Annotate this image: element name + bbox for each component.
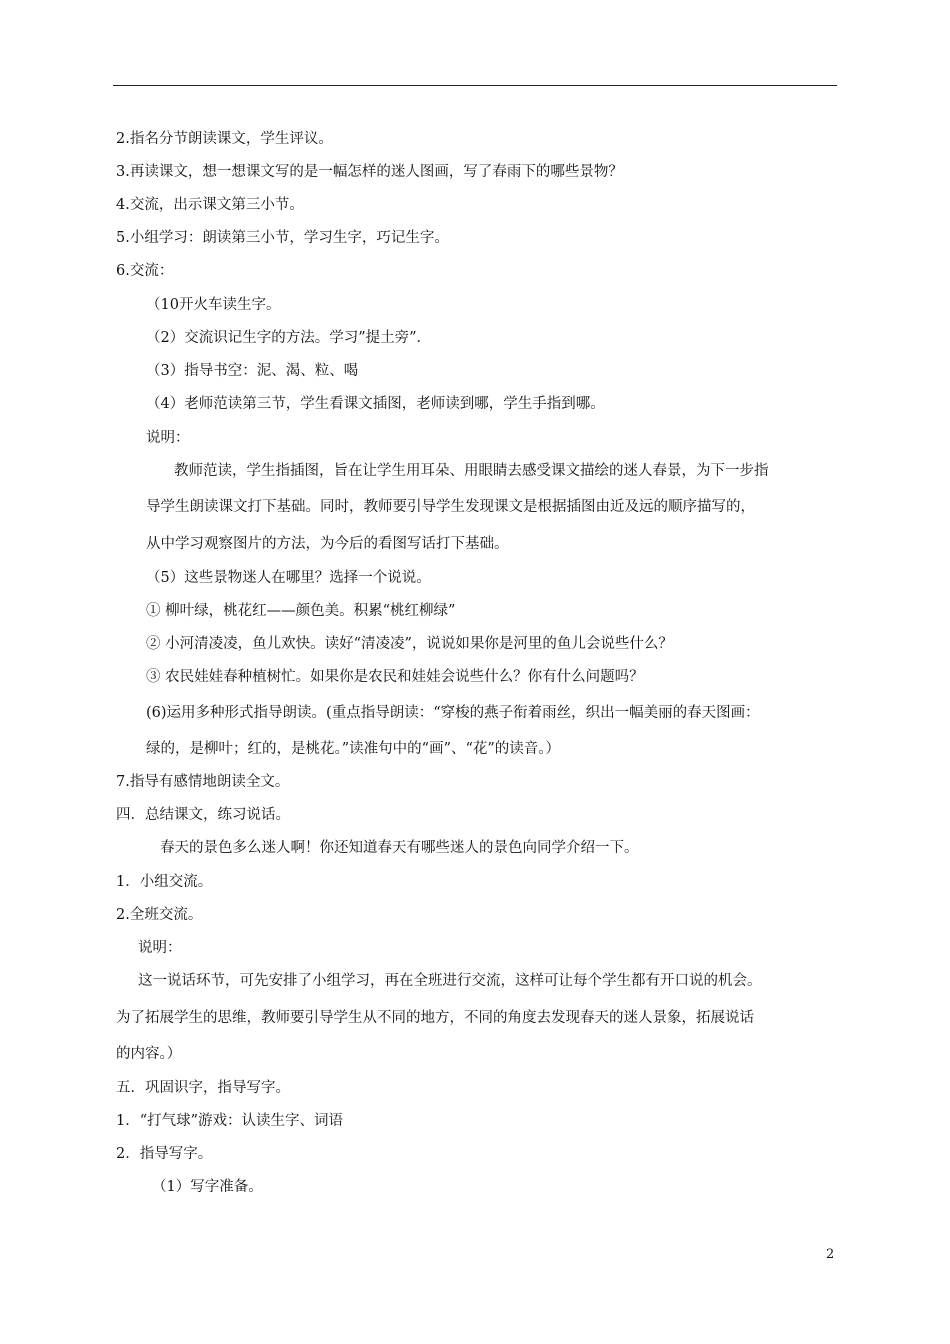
text-line-6: （10开火车读生字。	[146, 297, 281, 313]
text-line-3: 4.交流，出示课文第三小节。	[116, 197, 304, 213]
text-line-18: (6)运用多种形式指导朗读。(重点指导朗读：“穿梭的燕子衔着雨丝，织出一幅美丽的春天图画：	[146, 705, 760, 721]
text-line-20: 7.指导有感情地朗读全文。	[116, 774, 290, 790]
text-line-23: 1．小组交流。	[116, 874, 213, 890]
text-line-14: （5）这些景物迷人在哪里？选择一个说说。	[146, 570, 431, 586]
text-line-28: 的内容。）	[116, 1046, 182, 1062]
header-rule	[113, 85, 837, 86]
text-line-25: 说明：	[138, 940, 182, 956]
text-line-29: 五．巩固识字，指导写字。	[116, 1080, 290, 1096]
text-line-32: （1）写字准备。	[152, 1179, 263, 1195]
text-line-9: （4）老师范读第三节，学生看课文插图，老师读到哪，学生手指到哪。	[146, 396, 605, 412]
text-line-8: （3）指导书空：泥、渴、粒、喝	[146, 363, 359, 379]
text-line-16: ② 小河清凌凌，鱼儿欢快。读好“清凌凌”，说说如果你是河里的鱼儿会说些什么？	[146, 636, 673, 652]
text-line-17: ③ 农民娃娃春种植树忙。如果你是农民和娃娃会说些什么？你有什么问题吗？	[146, 669, 644, 685]
text-line-7: （2）交流识记生字的方法。学习”提土旁”．	[146, 330, 432, 346]
text-line-12: 导学生朗读课文打下基础。同时，教师要引导学生发现课文是根据插图由近及远的顺序描写的，	[146, 499, 755, 515]
text-line-2: 3.再读课文，想一想课文写的是一幅怎样的迷人图画，写了春雨下的哪些景物？	[116, 164, 623, 180]
text-line-31: 2．指导写字。	[116, 1146, 213, 1162]
text-line-22: 春天的景色多么迷人啊！你还知道春天有哪些迷人的景色向同学介绍一下。	[160, 840, 639, 856]
text-line-13: 从中学习观察图片的方法，为今后的看图写话打下基础。	[146, 536, 509, 552]
text-line-1: 2.指名分节朗读课文，学生评议。	[116, 131, 333, 147]
text-line-15: ① 柳叶绿，桃花红——颜色美。积累“桃红柳绿”	[146, 603, 456, 619]
text-line-11: 教师范读，学生指插图，旨在让学生用耳朵、用眼睛去感受课文描绘的迷人春景，为下一步指	[174, 463, 769, 479]
text-line-21: 四．总结课文，练习说话。	[116, 807, 290, 823]
page-number: 2	[826, 1247, 835, 1262]
text-line-10: 说明：	[146, 430, 190, 446]
text-line-26: 这一说话环节，可先安排了小组学习，再在全班进行交流，这样可让每个学生都有开口说的机会。	[138, 973, 762, 989]
text-line-30: 1．“打气球”游戏：认读生字、词语	[116, 1113, 344, 1129]
text-line-4: 5.小组学习：朗读第三小节，学习生字，巧记生字。	[116, 230, 449, 246]
text-line-19: 绿的，是柳叶；红的，是桃花。”读准句中的“画”、“花”的读音。）	[146, 741, 561, 757]
text-line-27: 为了拓展学生的思维，教师要引导学生从不同的地方，不同的角度去发现春天的迷人景象，拓展说话	[116, 1010, 754, 1026]
text-line-5: 6.交流：	[116, 263, 174, 279]
text-line-24: 2.全班交流。	[116, 907, 203, 923]
